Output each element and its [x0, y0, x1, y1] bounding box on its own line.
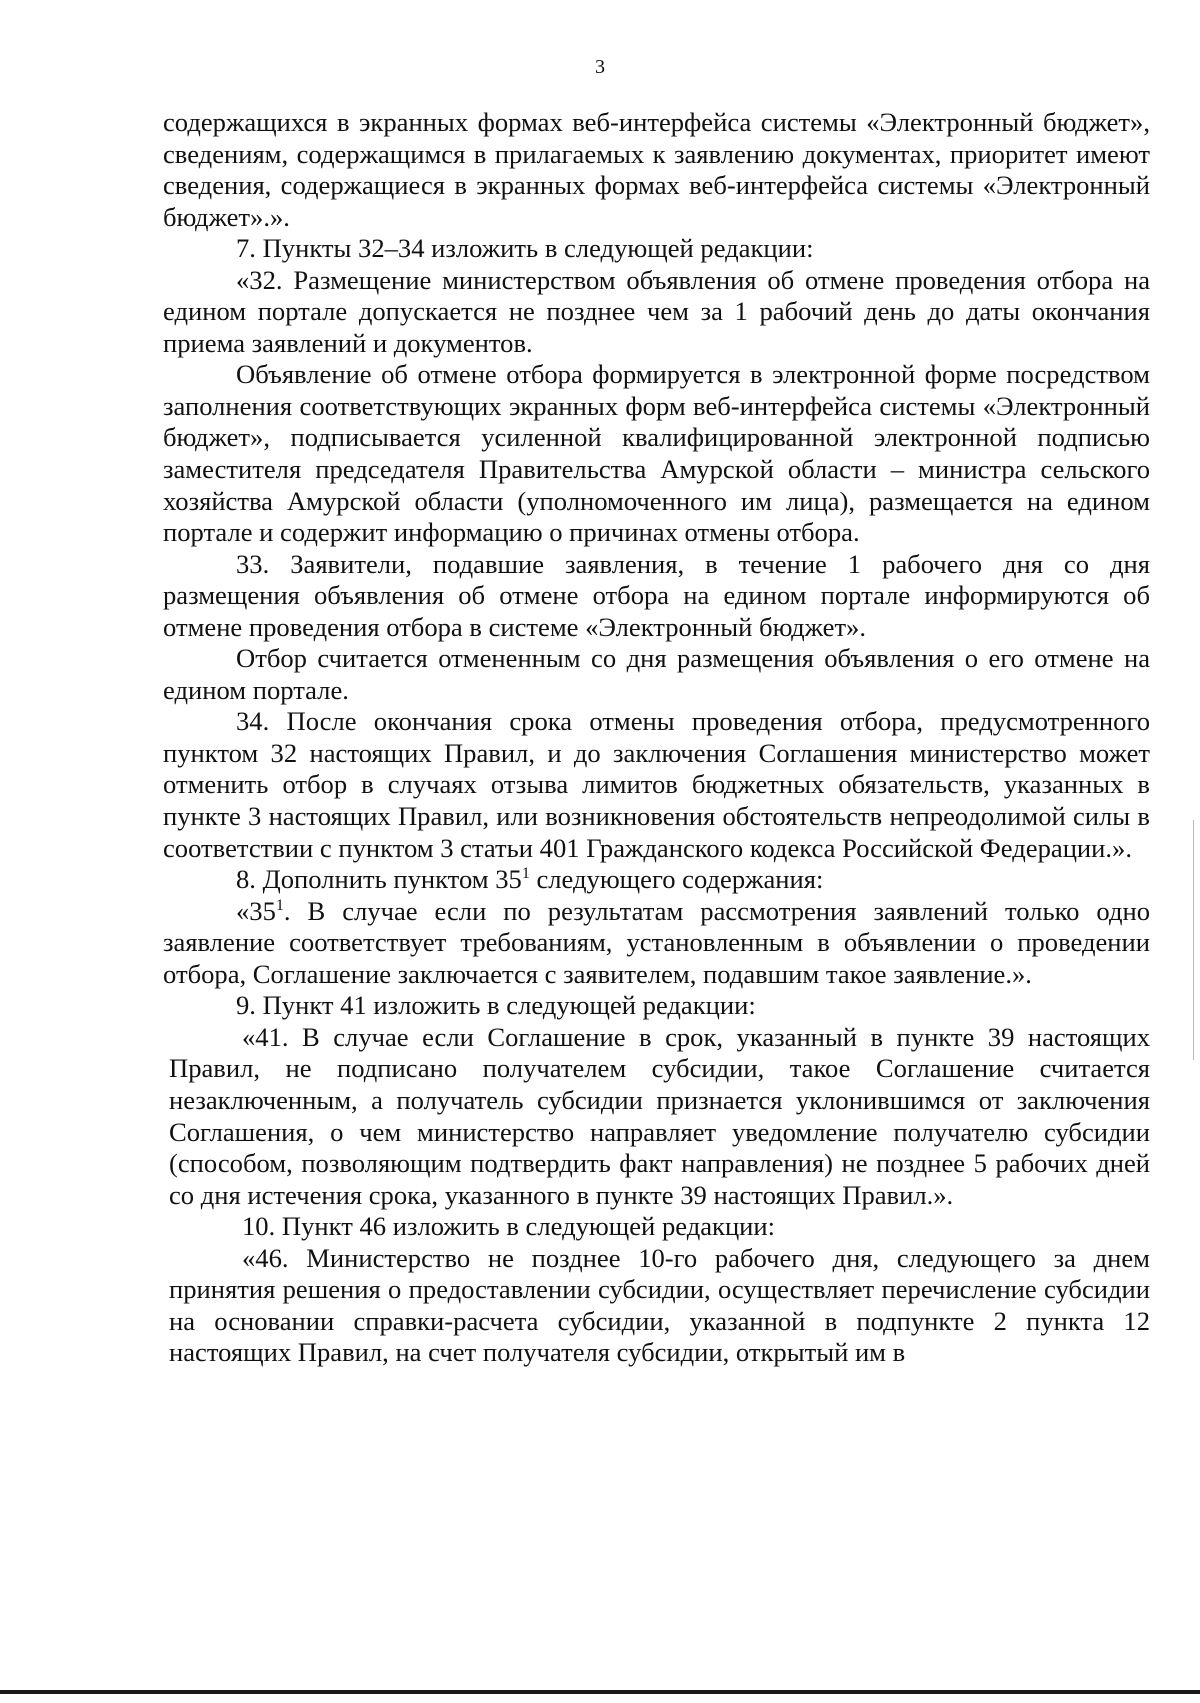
- paragraph-clause-34: 34. После окончания срока отмены проведения отбора, предусмотренного пунктом 32 настоящих Правил, и до заключения Соглашения министерство может отменить отбор в случаях отзыва лимитов бюджетных обязательств, указанных в пункте 3 настоящих Правил, или возникновения обстоятельств непреодолимой силы в соответствии с пунктом 3 статьи 401 Гражданского кодекса Российской Федерации.».: [163, 706, 1150, 863]
- paragraph-clause-33: 33. Заявители, подавшие заявления, в течение 1 рабочего дня со дня размещения объявления об отмене отбора на едином портале информируются об отмене проведения отбора в системе «Электронный бюджет».: [163, 548, 1150, 642]
- paragraph-clause-35-1: «$35^1$. В случае если по результатам рассмотрения заявлений только одно заявление соответствует требованиям, установленным в объявлении о проведении отбора, Соглашение заключается с заявителем, подавшим такое заявление.».: [163, 895, 1150, 989]
- paragraph-item-10: 10. Пункт 46 изложить в следующей редакции:: [242, 1211, 776, 1242]
- scan-edge-mark: [1193, 820, 1194, 1060]
- superscript: 1: [521, 865, 530, 883]
- page-number: 3: [595, 56, 605, 78]
- paragraph-clause-46: «46. Министерство не позднее 10-го рабочего дня, следующего за днем принятия решения о предоставлении субсидии, осуществляет перечисление субсидии на основании справки-расчета субсидии, указанной в подпункте 2 пункта 12 настоящих Правил, на счет получателя субсидии, открытый им в: [169, 1242, 1150, 1368]
- paragraph-clause-32: «32. Размещение министерством объявления об отмене проведения отбора на едином портале допускается не позднее чем за 1 рабочий день до даты окончания приема заявлений и документов.: [163, 264, 1150, 358]
- paragraph-cancellation-notice: Объявление об отмене отбора формируется в электронной форме посредством заполнения соответствующих экранных форм веб-интерфейса системы «Электронный бюджет», подписывается усиленной квалифицированной электронной подписью заместителя председателя Правительства Амурской области – министра сельского хозяйства Амурской области (уполномоченного им лица), размещается на едином портале и содержит информацию о причинах отмены отбора.: [163, 359, 1150, 548]
- document-body: [163, 107, 1150, 1369]
- paragraph-cancelled-selection: Отбор считается отмененным со дня размещения объявления о его отмене на едином портале.: [163, 643, 1150, 705]
- paragraph-item-7: 7. Пункты 32–34 изложить в следующей редакции:: [236, 233, 814, 264]
- scan-bottom-border: [0, 1690, 1200, 1694]
- paragraph-item-8: 8. Дополнить пунктом $35^1$ следующего содержания:: [236, 864, 824, 895]
- superscript: 1: [275, 896, 284, 914]
- paragraph-continuation: содержащихся в экранных формах веб-интерфейса системы «Электронный бюджет», сведениям, содержащимся в прилагаемых к заявлению документах, приоритет имеют сведения, содержащиеся в экранных формах веб-интерфейса системы «Электронный бюджет».».: [163, 107, 1150, 232]
- paragraph-clause-41: «41. В случае если Соглашение в срок, указанный в пункте 39 настоящих Правил, не подписано получателем субсидии, такое Соглашение считается незаключенным, а получатель субсидии признается уклонившимся от заключения Соглашения, о чем министерство направляет уведомление получателю субсидии (способом, позволяющим подтвердить факт направления) не позднее 5 рабочих дней со дня истечения срока, указанного в пункте 39 настоящих Правил.».: [169, 1021, 1150, 1210]
- paragraph-item-9: 9. Пункт 41 изложить в следующей редакции:: [236, 990, 756, 1021]
